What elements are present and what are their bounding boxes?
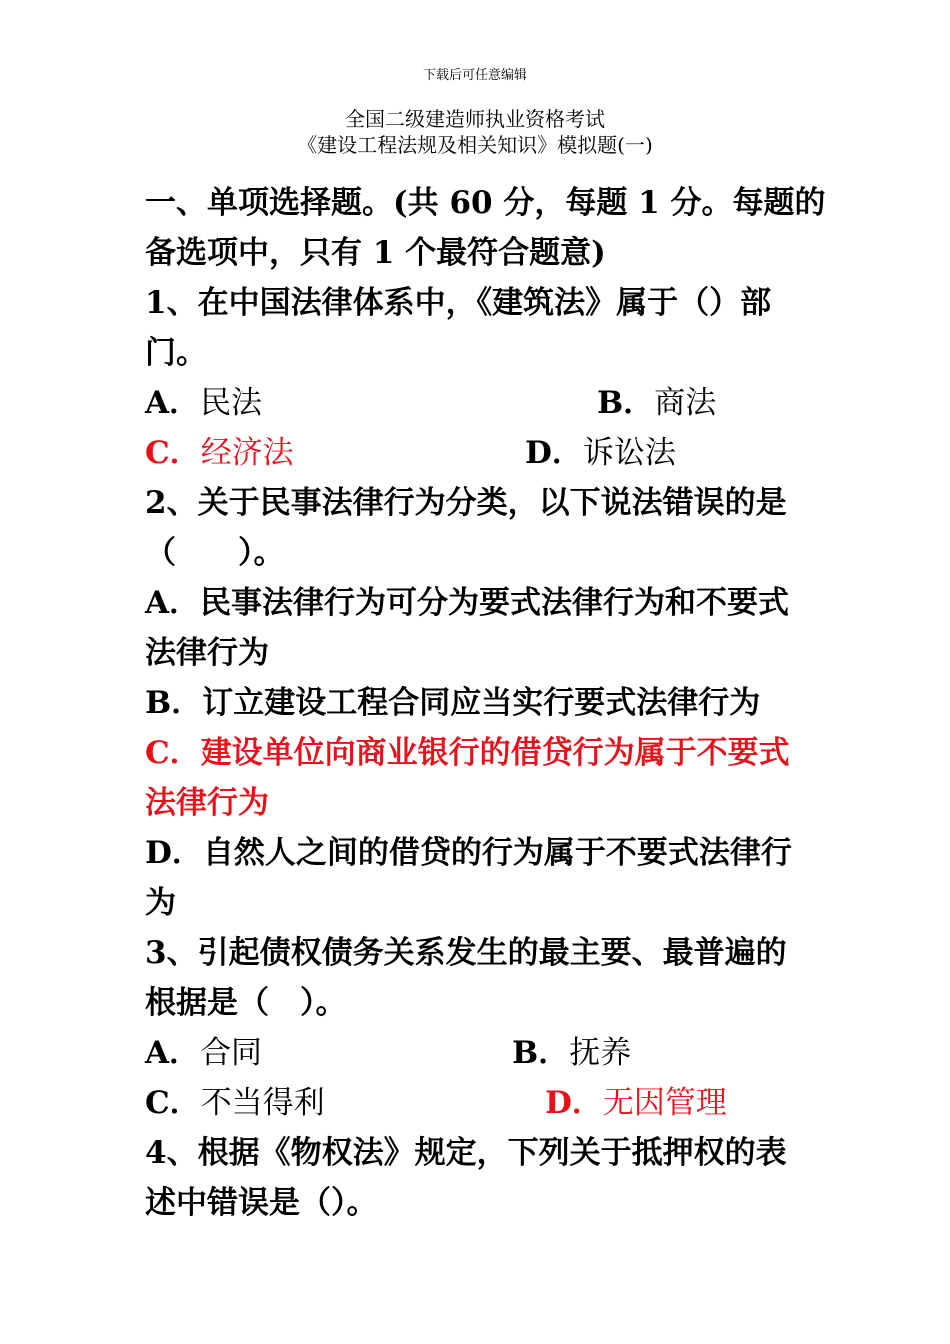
question-3-option-d-answer	[545, 1078, 727, 1128]
exam-title: 全国二级建造师执业资格考试	[345, 107, 605, 131]
question-4-stem-line2: 述中错误是（）。	[145, 1185, 378, 1221]
question-1-option-d	[525, 428, 676, 478]
option-label: C．	[145, 1085, 201, 1121]
option-text: 建设单位向商业银行的借贷行为属于不要式	[200, 735, 790, 771]
option-text: 无因管理	[602, 1085, 727, 1121]
question-3-option-c	[145, 1078, 325, 1128]
option-label: A．	[145, 385, 201, 421]
option-label: B．	[512, 1035, 570, 1071]
option-text: 民事法律行为可分为要式法律行为和不要式	[200, 585, 790, 621]
option-label: B．	[145, 685, 203, 721]
question-3-option-b	[512, 1028, 631, 1078]
option-text: 商法	[654, 385, 717, 421]
option-text: 民法	[200, 385, 263, 421]
option-label: C．	[145, 735, 201, 771]
question-2-option-a-line1	[145, 578, 789, 628]
question-2-stem-line2: （ ）。	[145, 535, 285, 571]
question-2-option-d-line2: 为	[145, 885, 176, 921]
option-label: D．	[525, 435, 583, 471]
option-label: A．	[145, 585, 201, 621]
option-text: 订立建设工程合同应当实行要式法律行为	[202, 685, 761, 721]
option-text: 合同	[200, 1035, 263, 1071]
question-2-stem-line1: 2、关于民事法律行为分类，以下说法错误的是	[145, 485, 787, 521]
option-label: C．	[145, 435, 201, 471]
option-text: 自然人之间的借贷的行为属于不要式法律行	[202, 835, 792, 871]
exam-subtitle: 《建设工程法规及相关知识》模拟题(一)	[297, 133, 653, 157]
question-3-option-a	[145, 1028, 262, 1078]
section-heading-line1: 一、单项选择题。(共 60 分，每题 1 分。每题的	[145, 185, 826, 221]
question-1-stem-line1: 1、在中国法律体系中，《建筑法》属于（）部	[145, 285, 772, 321]
question-3-stem-line1: 3、引起债权债务关系发生的最主要、最普遍的	[145, 935, 787, 971]
option-label: B．	[597, 385, 655, 421]
option-label: A．	[145, 1035, 201, 1071]
question-4-stem-line1: 4、根据《物权法》规定，下列关于抵押权的表	[145, 1135, 787, 1171]
question-1-option-c-answer	[145, 428, 294, 478]
download-note: 下载后可任意编辑	[422, 68, 527, 83]
question-1-option-a	[145, 378, 262, 428]
option-label: D．	[145, 835, 203, 871]
option-text: 经济法	[200, 435, 294, 471]
question-2-option-d-line1	[145, 828, 792, 878]
question-3-stem-line2: 根据是（ ）。	[145, 985, 347, 1021]
option-label: D．	[545, 1085, 603, 1121]
question-2-option-c-answer-line1	[145, 728, 790, 778]
question-1-stem-line2: 门。	[145, 335, 207, 371]
option-text: 抚养	[569, 1035, 632, 1071]
option-text: 不当得利	[200, 1085, 325, 1121]
question-2-option-a-line2: 法律行为	[145, 635, 269, 671]
question-2-option-c-answer-line2: 法律行为	[145, 785, 269, 821]
question-2-option-b	[145, 678, 760, 728]
option-text: 诉讼法	[582, 435, 676, 471]
question-1-option-b	[597, 378, 716, 428]
section-heading-line2: 备选项中，只有 1 个最符合题意)	[145, 235, 606, 271]
